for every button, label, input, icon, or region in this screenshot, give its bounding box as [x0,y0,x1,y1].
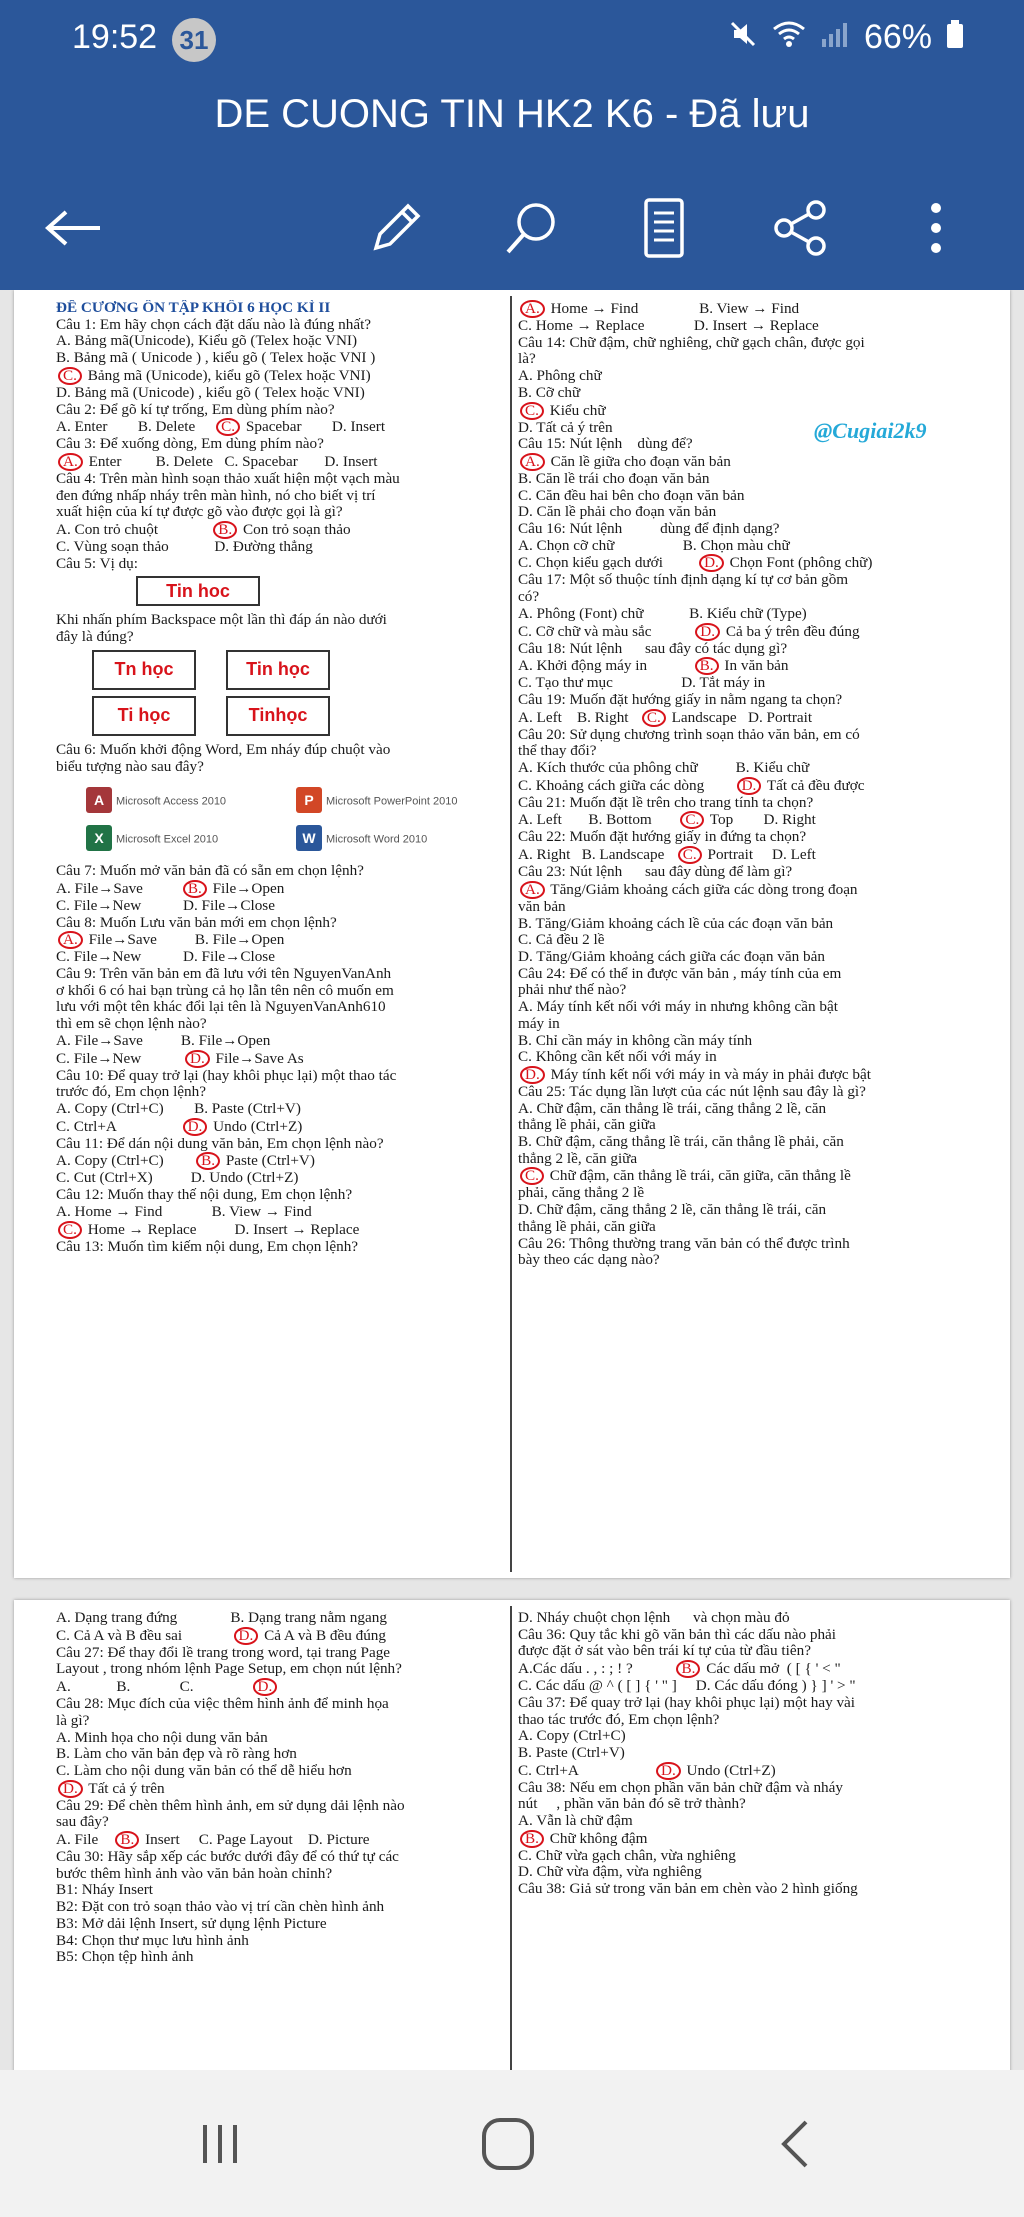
signal-icon [820,19,850,56]
text-line: A. Tăng/Giảm khoảng cách giữa các dòng trong đoạn [518,881,996,899]
text-line: C. Không cần kết nối với máy in [518,1049,717,1066]
text-line: A. Copy (Ctrl+C) B. Paste (Ctrl+V) [56,1100,301,1117]
text-line: bước thêm hình ảnh vào văn bản hoàn chỉnh? [56,1865,333,1882]
answer-circle-mark: D. [656,1762,681,1780]
text-line: C. Chữ vừa gạch chân, vừa nghiêng [518,1847,736,1864]
text-line: xuất hiện của kí tự được gõ vào được gọi là gì? [56,504,343,521]
text-line: C. Vùng soạn thảo D. Đường thẳng [56,539,313,556]
answer-circle-mark: B. [676,1660,700,1678]
text-line: A. Chữ đậm, căn thẳng lề trái, căng thẳng 2 lề, căn [518,1100,827,1117]
text-line: là gì? [56,1712,90,1729]
text-line: A. Home → Find B. View → Find [518,300,996,318]
text-line: thẳng lề phải, căn giữa [518,1117,656,1134]
mute-icon [728,19,758,56]
text-line: Câu 23: Nút lệnh sau đây dùng để làm gì? [518,864,793,881]
text-line: Câu 26: Thông thường trang văn bản có thể được trình [518,1235,850,1252]
column-divider [510,1606,512,2070]
text-line: Câu 38: Nếu em chọn phần văn bản chữ đậm và nháy [518,1779,843,1796]
text-line: lưu với một tên khác đổi lại tên là NguyenVanAnh610 [56,999,386,1016]
text-line: A. Minh họa cho nội dung văn bản [56,1729,268,1746]
text-line: A. Left B. Right C. Landscape D. Portrait [518,708,813,726]
text-line: A. File→Save B. File→Open [56,1032,271,1049]
text-line: C. File→New D. File→Close [56,949,275,966]
text-line: D. Máy tính kết nối với máy in và máy in phải được bật [518,1066,996,1084]
text-line: A. Copy (Ctrl+C) [518,1728,626,1745]
text-line: A. Phông (Font) chữ B. Kiểu chữ (Type) [518,605,807,622]
answer-circle-mark: D. [699,554,724,572]
text-line: thể thay đổi? [518,743,597,760]
back-chevron-icon [776,2116,816,2172]
option-text-box: Tin học [226,650,330,690]
page1-left-column [56,300,508,1255]
search-button[interactable] [492,188,572,268]
text-line: B. Bảng mã ( Unicode ) , kiểu gõ ( Telex hoặc VNI ) [56,350,376,367]
text-line: Khi nhấn phím Backspace một lần thì đáp án nào dưới [56,612,387,629]
text-line: A. Phông chữ [518,368,602,385]
answer-circle-mark: C. [520,402,544,420]
text-line: Câu 27: Để thay đổi lề trang trong word, tại trang Page [56,1644,391,1661]
text-line: Câu 22: Muốn đặt hướng giấy in đứng ta chọn? [518,829,807,846]
answer-circle-mark: D. [58,1780,83,1798]
text-line: ĐỀ CƯƠNG ÔN TẬP KHỐI 6 HỌC KÌ II [56,300,331,316]
text-line: B. Cỡ chữ [518,384,581,401]
text-line: D. Nháy chuột chọn lệnh và chọn màu đỏ [518,1610,790,1626]
share-button[interactable] [760,188,840,268]
text-line: thẳng 2 lề, căn giữa [518,1150,638,1167]
text-line: B1: Nháy Insert [56,1882,154,1899]
text-line: A. Máy tính kết nối với máy in nhưng không cần bật [518,999,838,1016]
text-line: Câu 29: Để chèn thêm hình ảnh, em sử dụng dải lệnh nào [56,1797,405,1814]
answer-circle-mark: D. [695,623,720,641]
search-icon [502,198,562,258]
text-line: nút , phần văn bản đó sẽ trở thành? [518,1796,746,1813]
text-line: C. Cả đều 2 lề [518,932,605,949]
answer-circle-mark: C. [678,846,702,864]
home-button[interactable] [468,2114,548,2174]
answer-circle-mark: C. [680,811,704,829]
text-line: sau đây? [56,1814,109,1831]
read-mode-icon [642,197,686,259]
answer-circle-mark: D. [185,1050,210,1068]
text-line: C. Làm cho nội dung văn bản có thể dễ hiểu hơn [56,1762,352,1779]
text-line: Câu 17: Một số thuộc tính định dạng kí tự cơ bản gồm [518,572,849,589]
answer-circle-mark: A. [520,881,545,899]
text-line: Câu 18: Nút lệnh sau đây có tác dụng gì? [518,640,788,657]
text-line: biểu tượng nào sau đây? [56,758,204,775]
text-line: bày theo các dạng nào? [518,1252,660,1269]
text-line: thao tác trước đó, Em chọn lệnh? [518,1711,720,1728]
app-option [86,787,266,813]
answer-circle-mark: D. [253,1678,278,1696]
text-line: C. Home → Replace D. Insert → Replace [518,318,819,334]
battery-percent: 66% [863,18,932,56]
answer-circle-mark: B. [213,521,237,539]
recent-apps-button[interactable] [180,2114,260,2174]
text-line: Câu 6: Muốn khởi động Word, Em nháy đúp chuột vào [56,741,391,758]
answer-circle-mark: B. [520,1830,544,1848]
text-line: B. Chỉ cần máy in không cần máy tính [518,1032,753,1049]
text-line: A. Vẫn là chữ đậm [518,1813,633,1830]
text-line: C. Chọn kiểu gạch dưới D. Chọn Font (phông chữ) [518,554,873,572]
back-arrow-icon [44,208,104,248]
page2-right-column [518,1610,996,1898]
home-icon [480,2116,536,2172]
edit-button[interactable] [356,188,436,268]
app-icons-row [86,825,508,851]
text-box-row [92,696,508,736]
text-line: Câu 13: Muốn tìm kiếm nội dung, Em chọn lệnh? [56,1238,359,1255]
document-title: DE CUONG TIN HK2 K6 - Đã lưu [214,92,810,136]
text-line: Câu 11: Để dán nội dung văn bản, Em chọn lệnh nào? [56,1135,384,1152]
text-line: Câu 30: Hãy sắp xếp các bước dưới đây để có thứ tự các [56,1849,399,1866]
text-line: C. Căn đều hai bên cho đoạn văn bản [518,487,745,504]
answer-circle-mark: D. [234,1627,259,1645]
text-line: C. Bảng mã (Unicode), kiểu gõ (Telex hoặc VNI) [56,367,508,385]
text-line: C. Các dấu @ ^ ( [ ] { ' " ] D. Các dấu đóng ) } ] ' > " [518,1678,856,1695]
text-line: C. Chữ đậm, căn thẳng lề trái, căn giữa, căn thẳng lề [518,1167,996,1185]
text-line: C. File→New D. File→Save As [56,1049,304,1067]
answer-circle-mark: A. [520,453,545,471]
answer-circle-mark: B. [183,880,207,898]
text-line: Câu 9: Trên văn bản em đã lưu với tên NguyenVanAnh [56,966,392,983]
text-line: A. Right B. Landscape C. Portrait D. Left [518,846,816,864]
text-line: Câu 38: Giả sử trong văn bản em chèn vào 2 hình giống [518,1881,858,1898]
text-line: C. Khoảng cách giữa các dòng D. Tất cả đều được [518,776,865,794]
app-label: Microsoft Access 2010 [116,795,227,808]
text-line: ơ khối 6 có hai bạn trùng cả họ lẫn tên nên cô muốn em [56,982,394,999]
text-line: Câu 14: Chữ đậm, chữ nghiêng, chữ gạch chân, được gọi [518,334,865,351]
text-line: B. Tăng/Giảm khoảng cách lề của các đoạn văn bản [518,915,834,932]
example-row [136,576,508,606]
document-page-1 [14,290,1010,1578]
text-line: phải, căng thẳng 2 lề [518,1185,645,1202]
app-icons-row [86,787,508,813]
notification-count-badge: 31 [172,18,216,62]
text-line: C. Ctrl+A D. Undo (Ctrl+Z) [56,1117,303,1135]
text-line: Câu 5: Vị dụ: [56,555,138,572]
read-mode-button[interactable] [624,188,704,268]
office-app-icon: A [86,787,112,813]
text-line: Câu 24: Để có thể in được văn bản , máy tính của em [518,965,842,982]
pencil-icon [366,198,426,258]
answer-circle-mark: C. [642,709,666,727]
more-options-button[interactable] [896,188,976,268]
text-line: Câu 12: Muốn thay thế nội dung, Em chọn lệnh? [56,1187,353,1204]
text-line: A. Chọn cỡ chữ B. Chọn màu chữ [518,537,790,554]
text-line: Câu 37: Để quay trở lại (hay khôi phục lại) một hay vài [518,1694,856,1711]
text-line: C. Home → Replace D. Insert → Replace [56,1221,508,1239]
text-line: A. Enter B. Delete C. Spacebar D. Insert [56,418,386,436]
back-nav-button[interactable] [756,2114,836,2174]
text-line: B. Chữ không đậm [518,1830,996,1848]
text-line: Câu 1: Em hãy chọn cách đặt dấu nào là đúng nhất? [56,316,372,333]
text-line: C. Cả A và B đều sai D. Cả A và B đều đúng [56,1626,386,1644]
text-line: là? [518,351,536,368]
answer-circle-mark: C. [216,418,240,436]
text-line: văn bản [518,898,566,915]
answer-circle-mark: A. [520,300,545,318]
text-line: trước đó, Em chọn lệnh? [56,1084,206,1101]
text-line: C. Ctrl+A D. Undo (Ctrl+Z) [518,1761,776,1779]
answer-circle-mark: D. [520,1066,545,1084]
text-line: A. Căn lề giữa cho đoạn văn bản [518,453,996,471]
text-line: D. Tất cả ý trên [518,419,613,436]
column-divider [510,296,512,1572]
answer-circle-mark: C. [58,1221,82,1239]
text-line: A. Home → Find B. View → Find [56,1203,312,1220]
app-option [296,787,476,813]
answer-circle-mark: C. [58,367,82,385]
office-app-icon: P [296,787,322,813]
text-line: B. Paste (Ctrl+V) [518,1744,625,1761]
text-line: B2: Đặt con trỏ soạn thảo vào vị trí cần chèn hình ảnh [56,1899,385,1916]
text-line: Câu 36: Quy tắc khi gõ văn bản thì các dấu nào phải [518,1626,837,1643]
answer-circle-mark: D. [183,1118,208,1136]
text-line: A.Các dấu . , : ; ! ? B. Các dấu mở ( [ { ' < " [518,1660,841,1678]
text-line: Câu 20: Sử dụng chương trình soạn thảo văn bản, em có [518,726,860,743]
status-bar [0,0,1024,80]
navigation-bar [0,2070,1024,2217]
text-line: D. Căn lề phải cho đoạn văn bản [518,504,717,521]
text-box-row [92,650,508,690]
text-line: Câu 2: Để gõ kí tự trống, Em dùng phím nào? [56,401,335,418]
page1-right-column [518,300,996,1269]
text-line: A. File B. Insert C. Page Layout D. Picture [56,1831,370,1849]
text-line: D. Bảng mã (Unicode) , kiểu gõ ( Telex hoặc VNI) [56,384,365,401]
document-page-2 [14,1600,1010,2070]
example-text-box: Tin hoc [136,576,260,606]
text-line: D. Chữ đậm, căng thẳng 2 lề, căn thẳng lề trái, căn [518,1202,827,1219]
text-line: Câu 28: Mục đích của việc thêm hình ảnh để minh họa [56,1696,389,1713]
text-line: A. Khởi động máy in B. In văn bản [518,657,789,675]
battery-icon [946,19,964,56]
app-label: Microsoft Word 2010 [326,833,428,846]
text-line: B3: Mở dải lệnh Insert, sử dụng lệnh Picture [56,1915,327,1932]
back-button[interactable] [34,188,114,268]
text-line: A. Kích thước của phông chữ B. Kiểu chữ [518,760,810,777]
text-line: Câu 16: Nút lệnh dùng để định dạng? [518,521,780,538]
text-line: A. File→Save B. File→Open [56,931,508,949]
text-line: đây là đúng? [56,629,134,646]
status-icons [728,18,964,57]
text-line: Câu 4: Trên màn hình soạn thảo xuất hiện một vạch màu [56,470,400,487]
text-line: A. Con trỏ chuột B. Con trỏ soạn thảo [56,521,351,539]
app-option [296,825,476,851]
text-line: A. Bảng mã(Unicode), Kiểu gõ (Telex hoặc VNI) [56,333,358,350]
text-line: Câu 8: Muốn Lưu văn bản mới em chọn lệnh? [56,914,337,931]
text-line: C. Cut (Ctrl+X) D. Undo (Ctrl+Z) [56,1170,299,1187]
answer-circle-mark: A. [58,931,83,949]
text-line: B4: Chọn thư mục lưu hình ảnh [56,1932,249,1949]
text-line: A. Enter B. Delete C. Spacebar D. Insert [56,453,508,471]
text-line: B. Căn lề trái cho đoạn văn bản [518,470,710,487]
text-line: Câu 15: Nút lệnh dùng để? [518,436,693,453]
text-line: C. File→New D. File→Close [56,897,275,914]
answer-circle-mark: C. [520,1167,544,1185]
text-line: D. Tăng/Giảm khoảng cách giữa các đoạn văn bản [518,948,825,965]
status-time: 19:52 [72,18,158,56]
text-line: thẳng lề phải, căn giữa [518,1218,656,1235]
text-line: A. Copy (Ctrl+C) B. Paste (Ctrl+V) [56,1152,315,1170]
office-app-icon: X [86,825,112,851]
text-line: phải như thế nào? [518,982,627,999]
text-line: A. B. C. D. [56,1678,508,1696]
text-line: C. Kiểu chữ [518,402,996,420]
text-line: Câu 25: Tác dụng lần lượt của các nút lệnh sau đây là gì? [518,1083,866,1100]
text-line: A. File→Save B. File→Open [56,879,285,897]
document-viewport[interactable] [0,290,1024,2070]
text-line: C. Tạo thư mục D. Tắt máy in [518,675,766,692]
text-line: Layout , trong nhóm lệnh Page Setup, em chọn nút lệnh? [56,1661,402,1678]
text-line: Câu 3: Để xuống dòng, Em dùng phím nào? [56,436,324,453]
answer-circle-mark: A. [58,453,83,471]
share-icon [770,198,830,258]
text-line: C. Cỡ chữ và màu sắc D. Cả ba ý trên đều đúng [518,622,860,640]
app-option [86,825,266,851]
text-line: B. Làm cho văn bản đẹp và rõ ràng hơn [56,1746,297,1763]
text-line: Câu 10: Để quay trở lại (hay khôi phục lại) một thao tác [56,1067,397,1084]
recent-apps-icon [195,2119,245,2169]
app-label: Microsoft Excel 2010 [116,833,219,846]
app-label: Microsoft PowerPoint 2010 [326,795,458,808]
text-line: Câu 21: Muốn đặt lề trên cho trang tính ta chọn? [518,794,814,811]
office-app-icon: W [296,825,322,851]
text-line: thì em sẽ chọn lệnh nào? [56,1016,207,1033]
text-line: Câu 7: Muốn mở văn bản đã có sẵn em chọn lệnh? [56,863,364,880]
answer-circle-mark: D. [737,777,762,795]
text-line: có? [518,589,540,606]
wifi-icon [772,19,806,56]
text-line: D. Chữ vừa đậm, vừa nghiêng [518,1864,702,1881]
text-line: được đặt ở sát vào bên trái kí tự của từ đầu tiên? [518,1643,811,1660]
text-line: A. Left B. Bottom C. Top D. Right [518,811,816,829]
answer-circle-mark: B. [196,1152,220,1170]
text-line: A. Dạng trang đứng B. Dạng trang nằm ngang [56,1610,387,1626]
answer-circle-mark: B. [695,657,719,675]
text-line: B5: Chọn tệp hình ảnh [56,1949,194,1966]
more-vertical-icon [926,198,946,258]
option-text-box: Tinhọc [226,696,330,736]
text-line: Câu 19: Muốn đặt hướng giấy in nằm ngang ta chọn? [518,691,843,708]
text-line: máy in [518,1015,560,1032]
watermark: @Cugiai2k9 [814,418,927,443]
document-title-bar [0,80,1024,166]
text-line: B. Chữ đậm, căng thẳng lề trái, căn thẳng lề phải, căn [518,1134,844,1151]
page2-left-column [56,1610,508,1966]
answer-circle-mark: B. [115,1831,139,1849]
text-line: D. Tất cả ý trên [56,1780,508,1798]
toolbar [0,166,1024,290]
option-text-box: Ti học [92,696,196,736]
text-line: đen đứng nhấp nháy trên màn hình, nó cho biết vị trí [56,487,376,504]
option-text-box: Tn học [92,650,196,690]
